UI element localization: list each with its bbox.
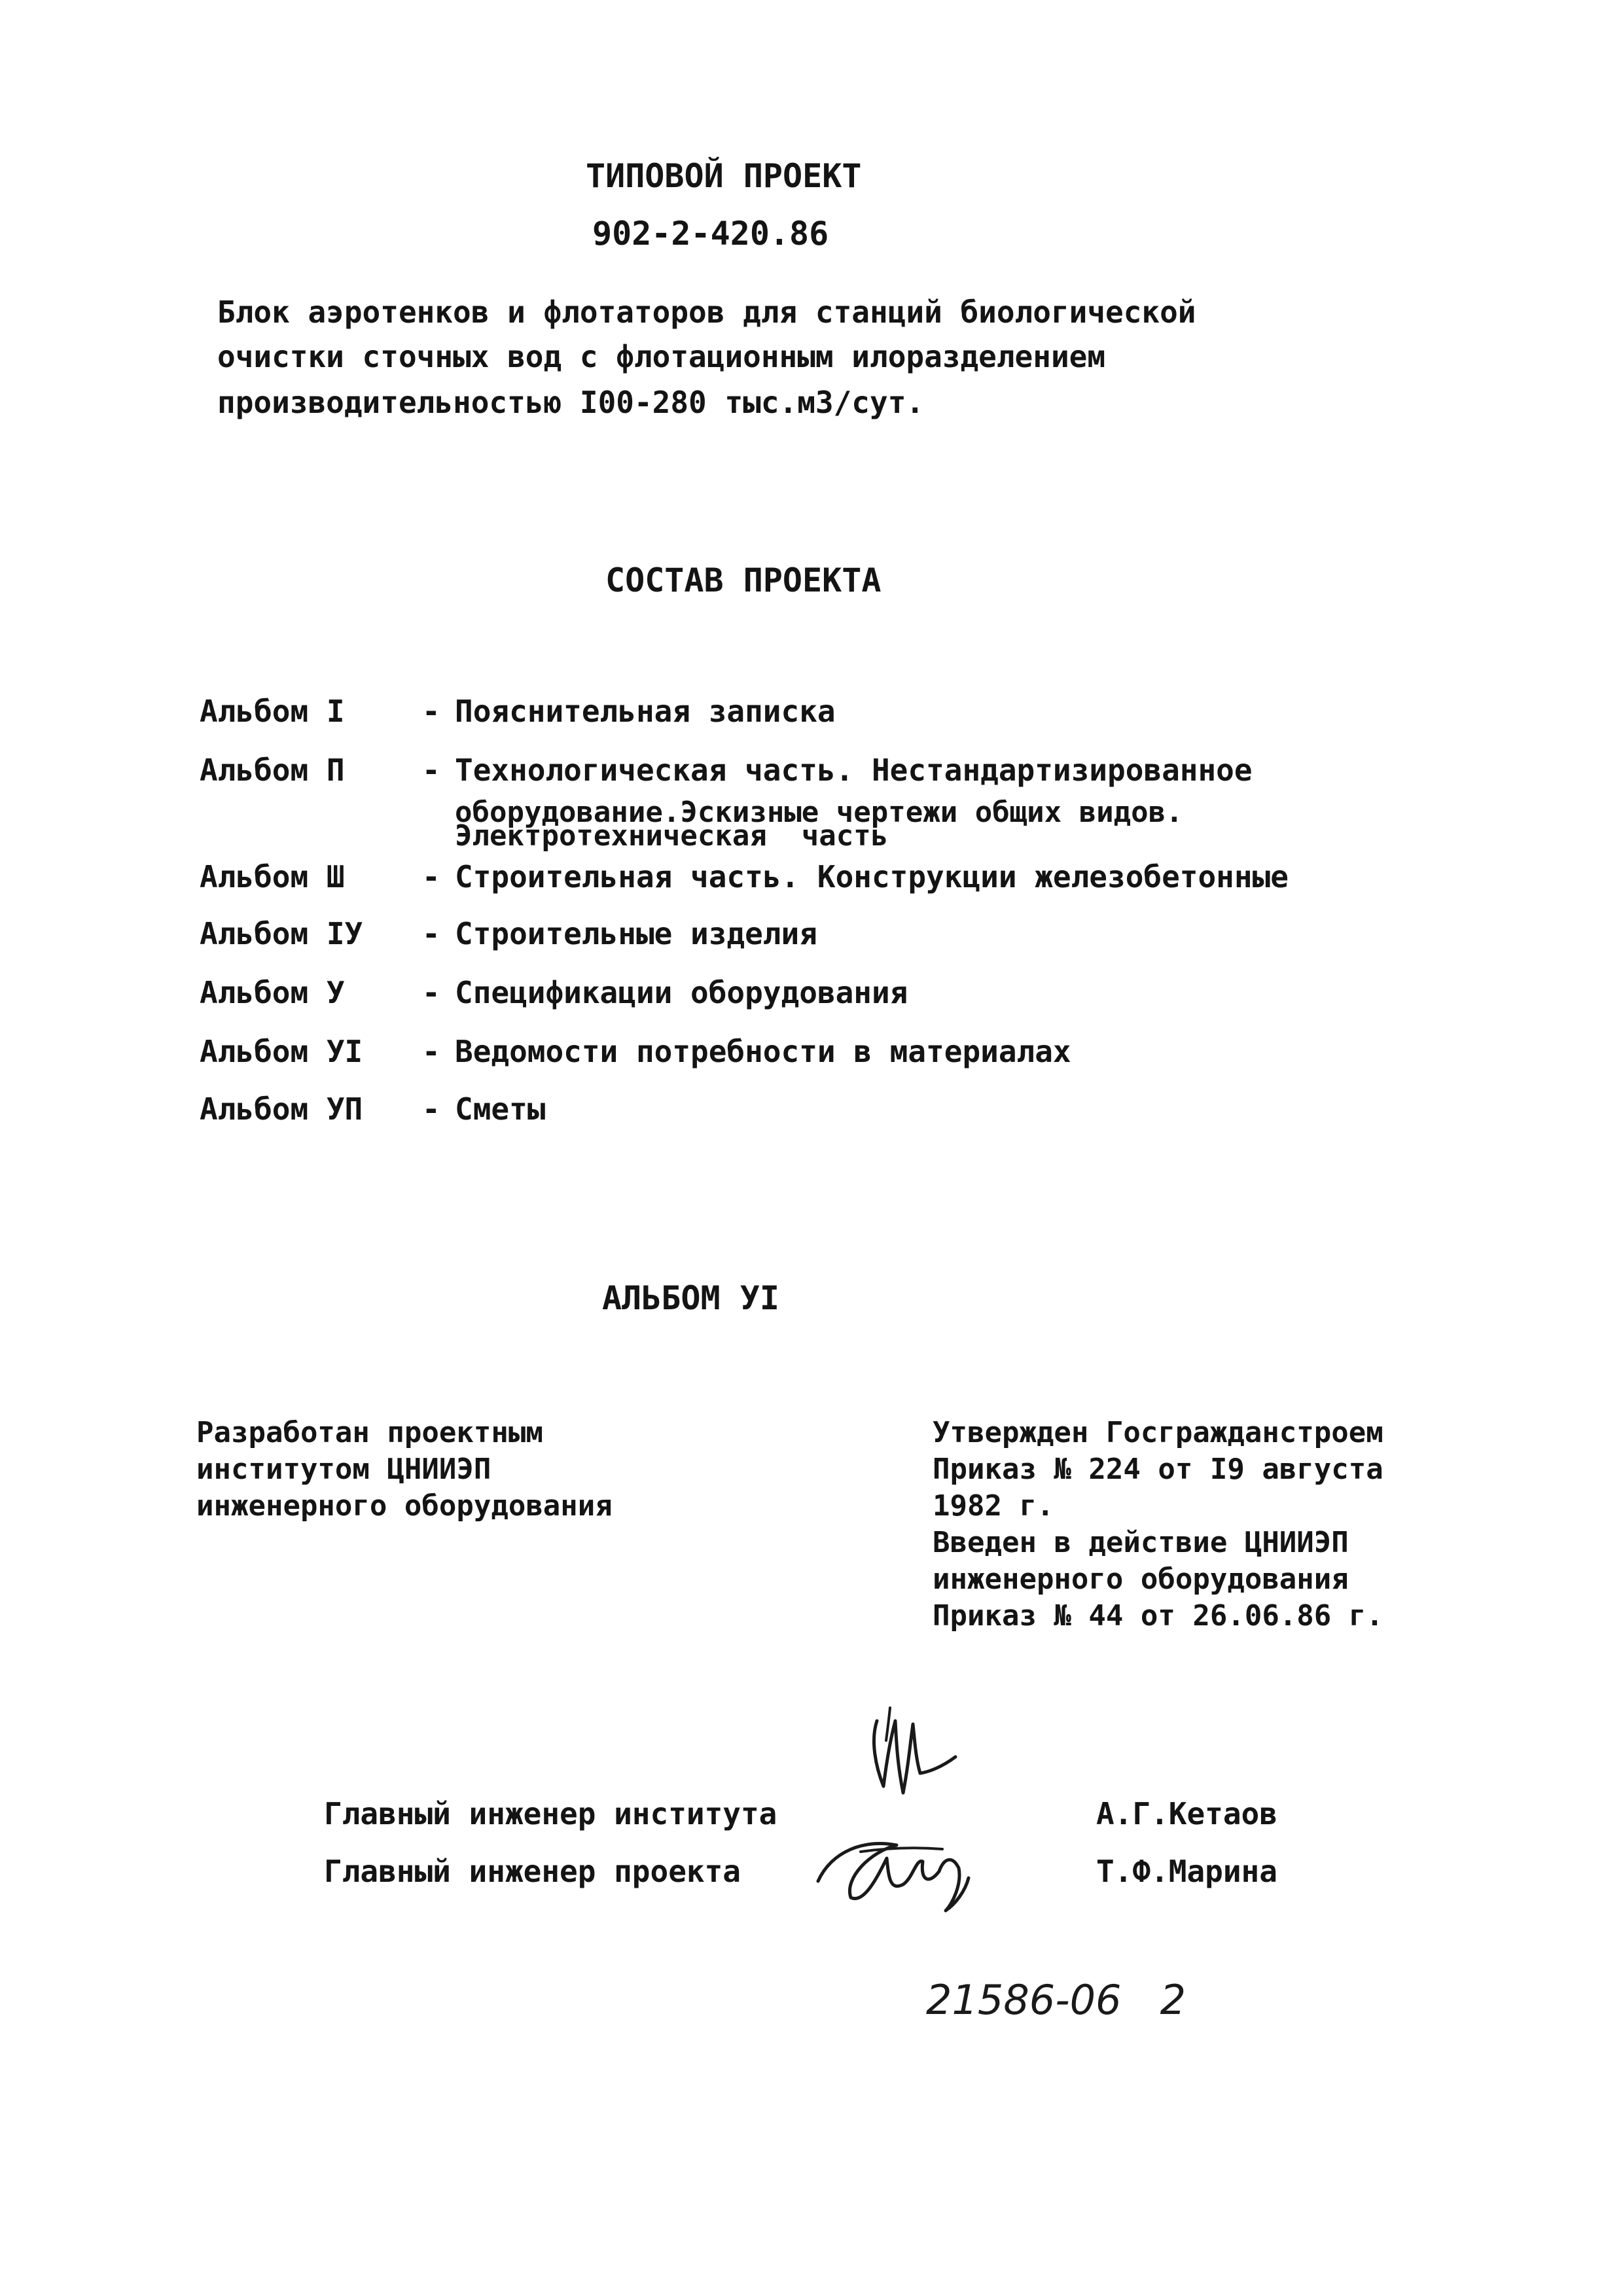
developer-line: Разработан проектным bbox=[196, 1416, 543, 1449]
signature-name: Т.Ф.Марина bbox=[1096, 1854, 1277, 1889]
signature-role: Главный инженер института bbox=[324, 1796, 777, 1831]
album-dash: - bbox=[422, 694, 440, 729]
approval-line: Введен в действие ЦНИИЭП bbox=[933, 1526, 1349, 1559]
project-number: 902-2-420.86 bbox=[592, 215, 829, 253]
approval-line: инженерного оборудования bbox=[933, 1563, 1349, 1596]
signature-name: А.Г.Кетаов bbox=[1096, 1796, 1277, 1831]
current-album-heading: АЛЬБОМ УI bbox=[602, 1279, 779, 1317]
album-name: Альбом УП bbox=[200, 1091, 363, 1127]
approval-line: Утвержден Госгражданстроем bbox=[933, 1416, 1383, 1449]
approval-line: Приказ № 44 от 26.06.86 г. bbox=[933, 1599, 1383, 1633]
handwritten-inventory-number: 21586-06 2 bbox=[926, 1976, 1186, 2024]
approval-line: Приказ № 224 от I9 августа bbox=[933, 1453, 1383, 1486]
document-title: ТИПОВОЙ ПРОЕКТ bbox=[586, 157, 862, 195]
album-description: Спецификации оборудования bbox=[455, 975, 908, 1010]
signature-role: Главный инженер проекта bbox=[324, 1854, 741, 1889]
album-description: Технологическая часть. Нестандартизированное bbox=[455, 752, 1253, 788]
description-line: производительностью I00-280 тыс.м3/сут. bbox=[217, 385, 925, 420]
album-dash: - bbox=[422, 1091, 440, 1127]
album-description: оборудование.Эскизные чертежи общих видов. bbox=[455, 796, 1183, 829]
album-name: Альбом I bbox=[200, 694, 345, 729]
album-name: Альбом УI bbox=[200, 1034, 363, 1069]
description-line: Блок аэротенков и флотаторов для станций биологической bbox=[217, 294, 1196, 330]
album-description: Электротехническая часть bbox=[455, 819, 889, 853]
composition-heading: СОСТАВ ПРОЕКТА bbox=[605, 561, 882, 599]
album-name: Альбом Ш bbox=[200, 859, 345, 894]
album-name: Альбом У bbox=[200, 975, 345, 1010]
approval-line: 1982 г. bbox=[933, 1489, 1054, 1523]
developer-block bbox=[196, 1415, 613, 1525]
album-dash: - bbox=[422, 752, 440, 788]
album-dash: - bbox=[422, 1034, 440, 1069]
album-dash: - bbox=[422, 975, 440, 1010]
album-description: Строительная часть. Конструкции железобетонные bbox=[455, 859, 1289, 894]
album-description: Строительные изделия bbox=[455, 916, 817, 951]
album-description: Сметы bbox=[455, 1091, 546, 1127]
handwritten-signature bbox=[805, 1695, 1041, 1930]
album-dash: - bbox=[422, 916, 440, 951]
approval-block bbox=[933, 1415, 1383, 1634]
album-name: Альбом IУ bbox=[200, 916, 363, 951]
album-description: Пояснительная записка bbox=[455, 694, 836, 729]
developer-line: инженерного оборудования bbox=[196, 1489, 613, 1523]
description-line: очистки сточных вод с флотационным илоразделением bbox=[217, 339, 1106, 374]
album-description: Ведомости потребности в материалах bbox=[455, 1034, 1071, 1069]
album-dash: - bbox=[422, 859, 440, 894]
developer-line: институтом ЦНИИЭП bbox=[196, 1453, 491, 1486]
album-name: Альбом П bbox=[200, 752, 345, 788]
